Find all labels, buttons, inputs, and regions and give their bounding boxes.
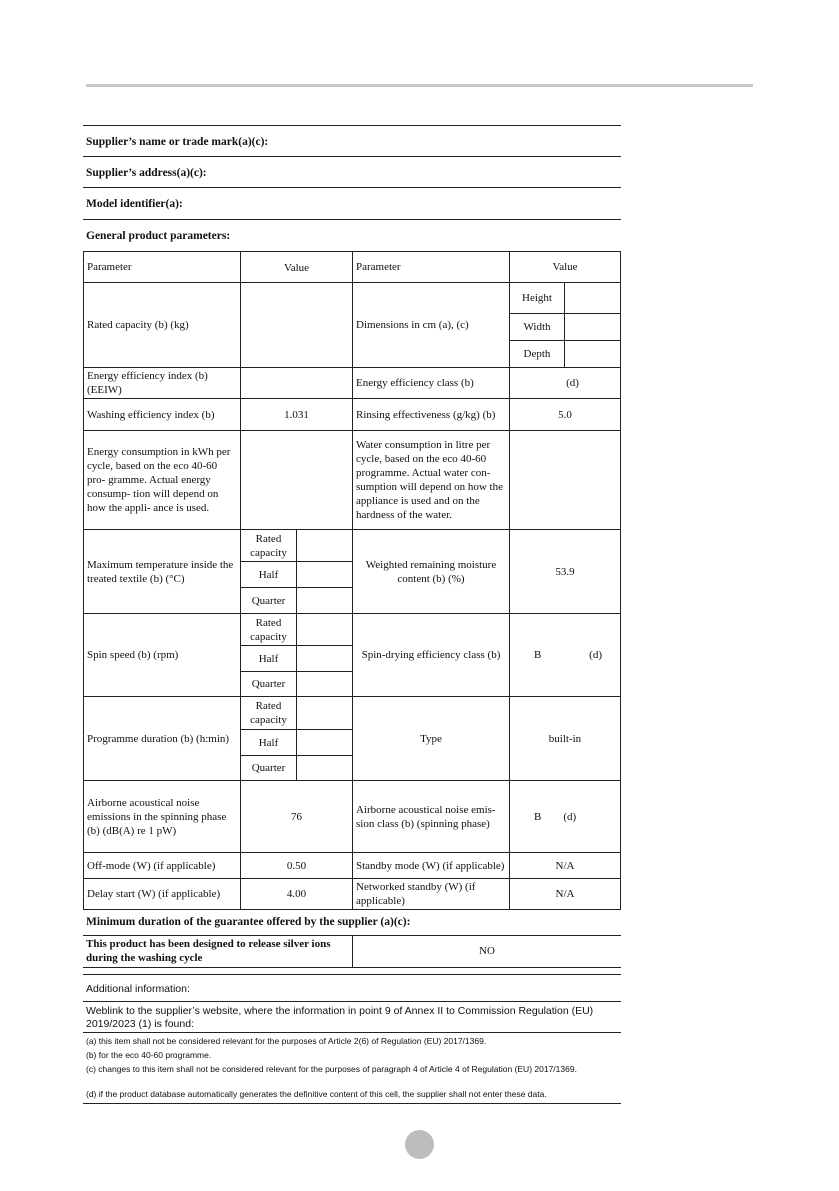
height-label: Height: [510, 283, 565, 314]
page-number-badge: [405, 1130, 434, 1159]
footnote-c: (c) changes to this item shall not be considered relevant for the purposes of paragraph 4 of Article 4 of Regulation (EU) 2017/1369.: [86, 1064, 577, 1074]
spin-half-label: Half: [241, 646, 297, 672]
max-temp-rated-value: [297, 530, 353, 562]
footnote-d: (d) if the product database automatically generates the definitive content of this cell, the supplier shall not enter these data.: [86, 1089, 547, 1099]
footnote-a: (a) this item shall not be considered relevant for the purposes of Article 2(6) of Regulation (EU) 2017/1369.: [86, 1036, 487, 1046]
rated-capacity-label: Rated capacity (b) (kg): [83, 283, 241, 368]
divider: [83, 974, 621, 975]
off-mode-value: 0.50: [241, 853, 353, 879]
max-temp-quarter-label: Quarter: [241, 588, 297, 614]
energy-consumption-value: [241, 431, 353, 530]
eei-label: Energy efficiency index (b) (EEIW): [83, 368, 241, 399]
duration-quarter-value: [297, 756, 353, 781]
divider: [83, 1032, 621, 1033]
spin-class-value: B: [534, 649, 542, 661]
remaining-moisture-label: Weighted remaining moisture content (b) (%): [353, 530, 510, 614]
width-label: Width: [510, 314, 565, 341]
spin-class-note: (d): [589, 649, 602, 661]
duration-rated-label: Rated capacity: [241, 697, 297, 730]
delay-start-label: Delay start (W) (if applicable): [83, 879, 241, 910]
duration-rated-value: [297, 697, 353, 730]
max-temp-rated-label: Rated capacity: [241, 530, 297, 562]
type-value: built-in: [510, 697, 621, 781]
additional-info-title: Additional information:: [86, 983, 190, 995]
noise-class-note: (d): [563, 810, 577, 823]
silver-ions-value: NO: [353, 935, 621, 968]
divider: [83, 219, 621, 220]
depth-value: [565, 341, 621, 368]
off-mode-label: Off-mode (W) (if applicable): [83, 853, 241, 879]
eei-value: [241, 368, 353, 399]
divider: [83, 1001, 621, 1002]
guarantee-label: Minimum duration of the guarantee offered by the supplier (a)(c):: [86, 916, 411, 928]
energy-consumption-label: Energy consumption in kWh per cycle, based on the eco 40-60 pro- gramme. Actual energy consump- tion will depend on how the appli- ance is used.: [83, 431, 241, 530]
max-temp-quarter-value: [297, 588, 353, 614]
energy-class-label: Energy efficiency class (b): [353, 368, 510, 399]
networked-standby-value: N/A: [510, 879, 621, 910]
rated-capacity-value: [241, 283, 353, 368]
dimensions-label: Dimensions in cm (a), (c): [353, 283, 510, 368]
spin-half-value: [297, 646, 353, 672]
max-temp-label: Maximum temperature inside the treated textile (b) (°C): [83, 530, 241, 614]
standby-label: Standby mode (W) (if applicable): [353, 853, 510, 879]
spin-rated-value: [297, 614, 353, 646]
energy-class-value: (d): [510, 368, 621, 399]
col-value-1: Value: [241, 251, 353, 283]
col-parameter-2: Parameter: [353, 251, 510, 283]
width-value: [565, 314, 621, 341]
duration-half-value: [297, 730, 353, 756]
noise-class-label: Airborne acoustical noise emis- sion class (b) (spinning phase): [353, 781, 510, 853]
programme-duration-label: Programme duration (b) (h:min): [83, 697, 241, 781]
noise-class-cell: [510, 781, 621, 853]
remaining-moisture-value: 53.9: [510, 530, 621, 614]
washing-index-value: 1.031: [241, 399, 353, 431]
spin-quarter-label: Quarter: [241, 672, 297, 697]
water-consumption-label: Water consumption in litre per cycle, based on the eco 40-60 programme. Actual water con- sumption will depend on how the appliance is used and on the hardness of the water.: [353, 431, 510, 530]
rinsing-value: 5.0: [510, 399, 621, 431]
divider: [83, 1103, 621, 1104]
water-consumption-value: [510, 431, 621, 530]
spin-class-label: Spin-drying efficiency class (b): [353, 614, 510, 697]
col-parameter-1: Parameter: [83, 251, 241, 283]
model-identifier-label: Model identifier(a):: [86, 198, 183, 210]
rinsing-label: Rinsing effectiveness (g/kg) (b): [353, 399, 510, 431]
height-value: [565, 283, 621, 314]
divider: [83, 125, 621, 126]
supplier-name-label: Supplier’s name or trade mark(a)(c):: [86, 136, 269, 148]
max-temp-half-value: [297, 562, 353, 588]
supplier-address-label: Supplier’s address(a)(c):: [86, 167, 207, 179]
general-parameters-label: General product parameters:: [86, 230, 231, 242]
divider: [83, 187, 621, 188]
spin-quarter-value: [297, 672, 353, 697]
noise-value: 76: [241, 781, 353, 853]
spin-class-cell: [510, 614, 621, 697]
top-rule: [86, 84, 753, 87]
washing-index-label: Washing efficiency index (b): [83, 399, 241, 431]
standby-value: N/A: [510, 853, 621, 879]
silver-ions-label: This product has been designed to release silver ions during the washing cycle: [83, 935, 353, 968]
noise-label: Airborne acoustical noise emissions in the spinning phase (b) (dB(A) re 1 pW): [83, 781, 241, 853]
divider: [83, 156, 621, 157]
footnote-b: (b) for the eco 40-60 programme.: [86, 1050, 212, 1060]
col-value-2: Value: [510, 251, 621, 283]
weblink-text: Weblink to the supplier’s website, where the information in point 9 of Annex II to Commission Regulation (EU) 2019/2023 (1) is found:: [86, 1005, 594, 1030]
spin-rated-label: Rated capacity: [241, 614, 297, 646]
max-temp-half-label: Half: [241, 562, 297, 588]
noise-class-value: B: [534, 810, 542, 823]
duration-half-label: Half: [241, 730, 297, 756]
spin-speed-label: Spin speed (b) (rpm): [83, 614, 241, 697]
delay-start-value: 4.00: [241, 879, 353, 910]
depth-label: Depth: [510, 341, 565, 368]
type-label: Type: [353, 697, 510, 781]
duration-quarter-label: Quarter: [241, 756, 297, 781]
networked-standby-label: Networked standby (W) (if applicable): [353, 879, 510, 910]
